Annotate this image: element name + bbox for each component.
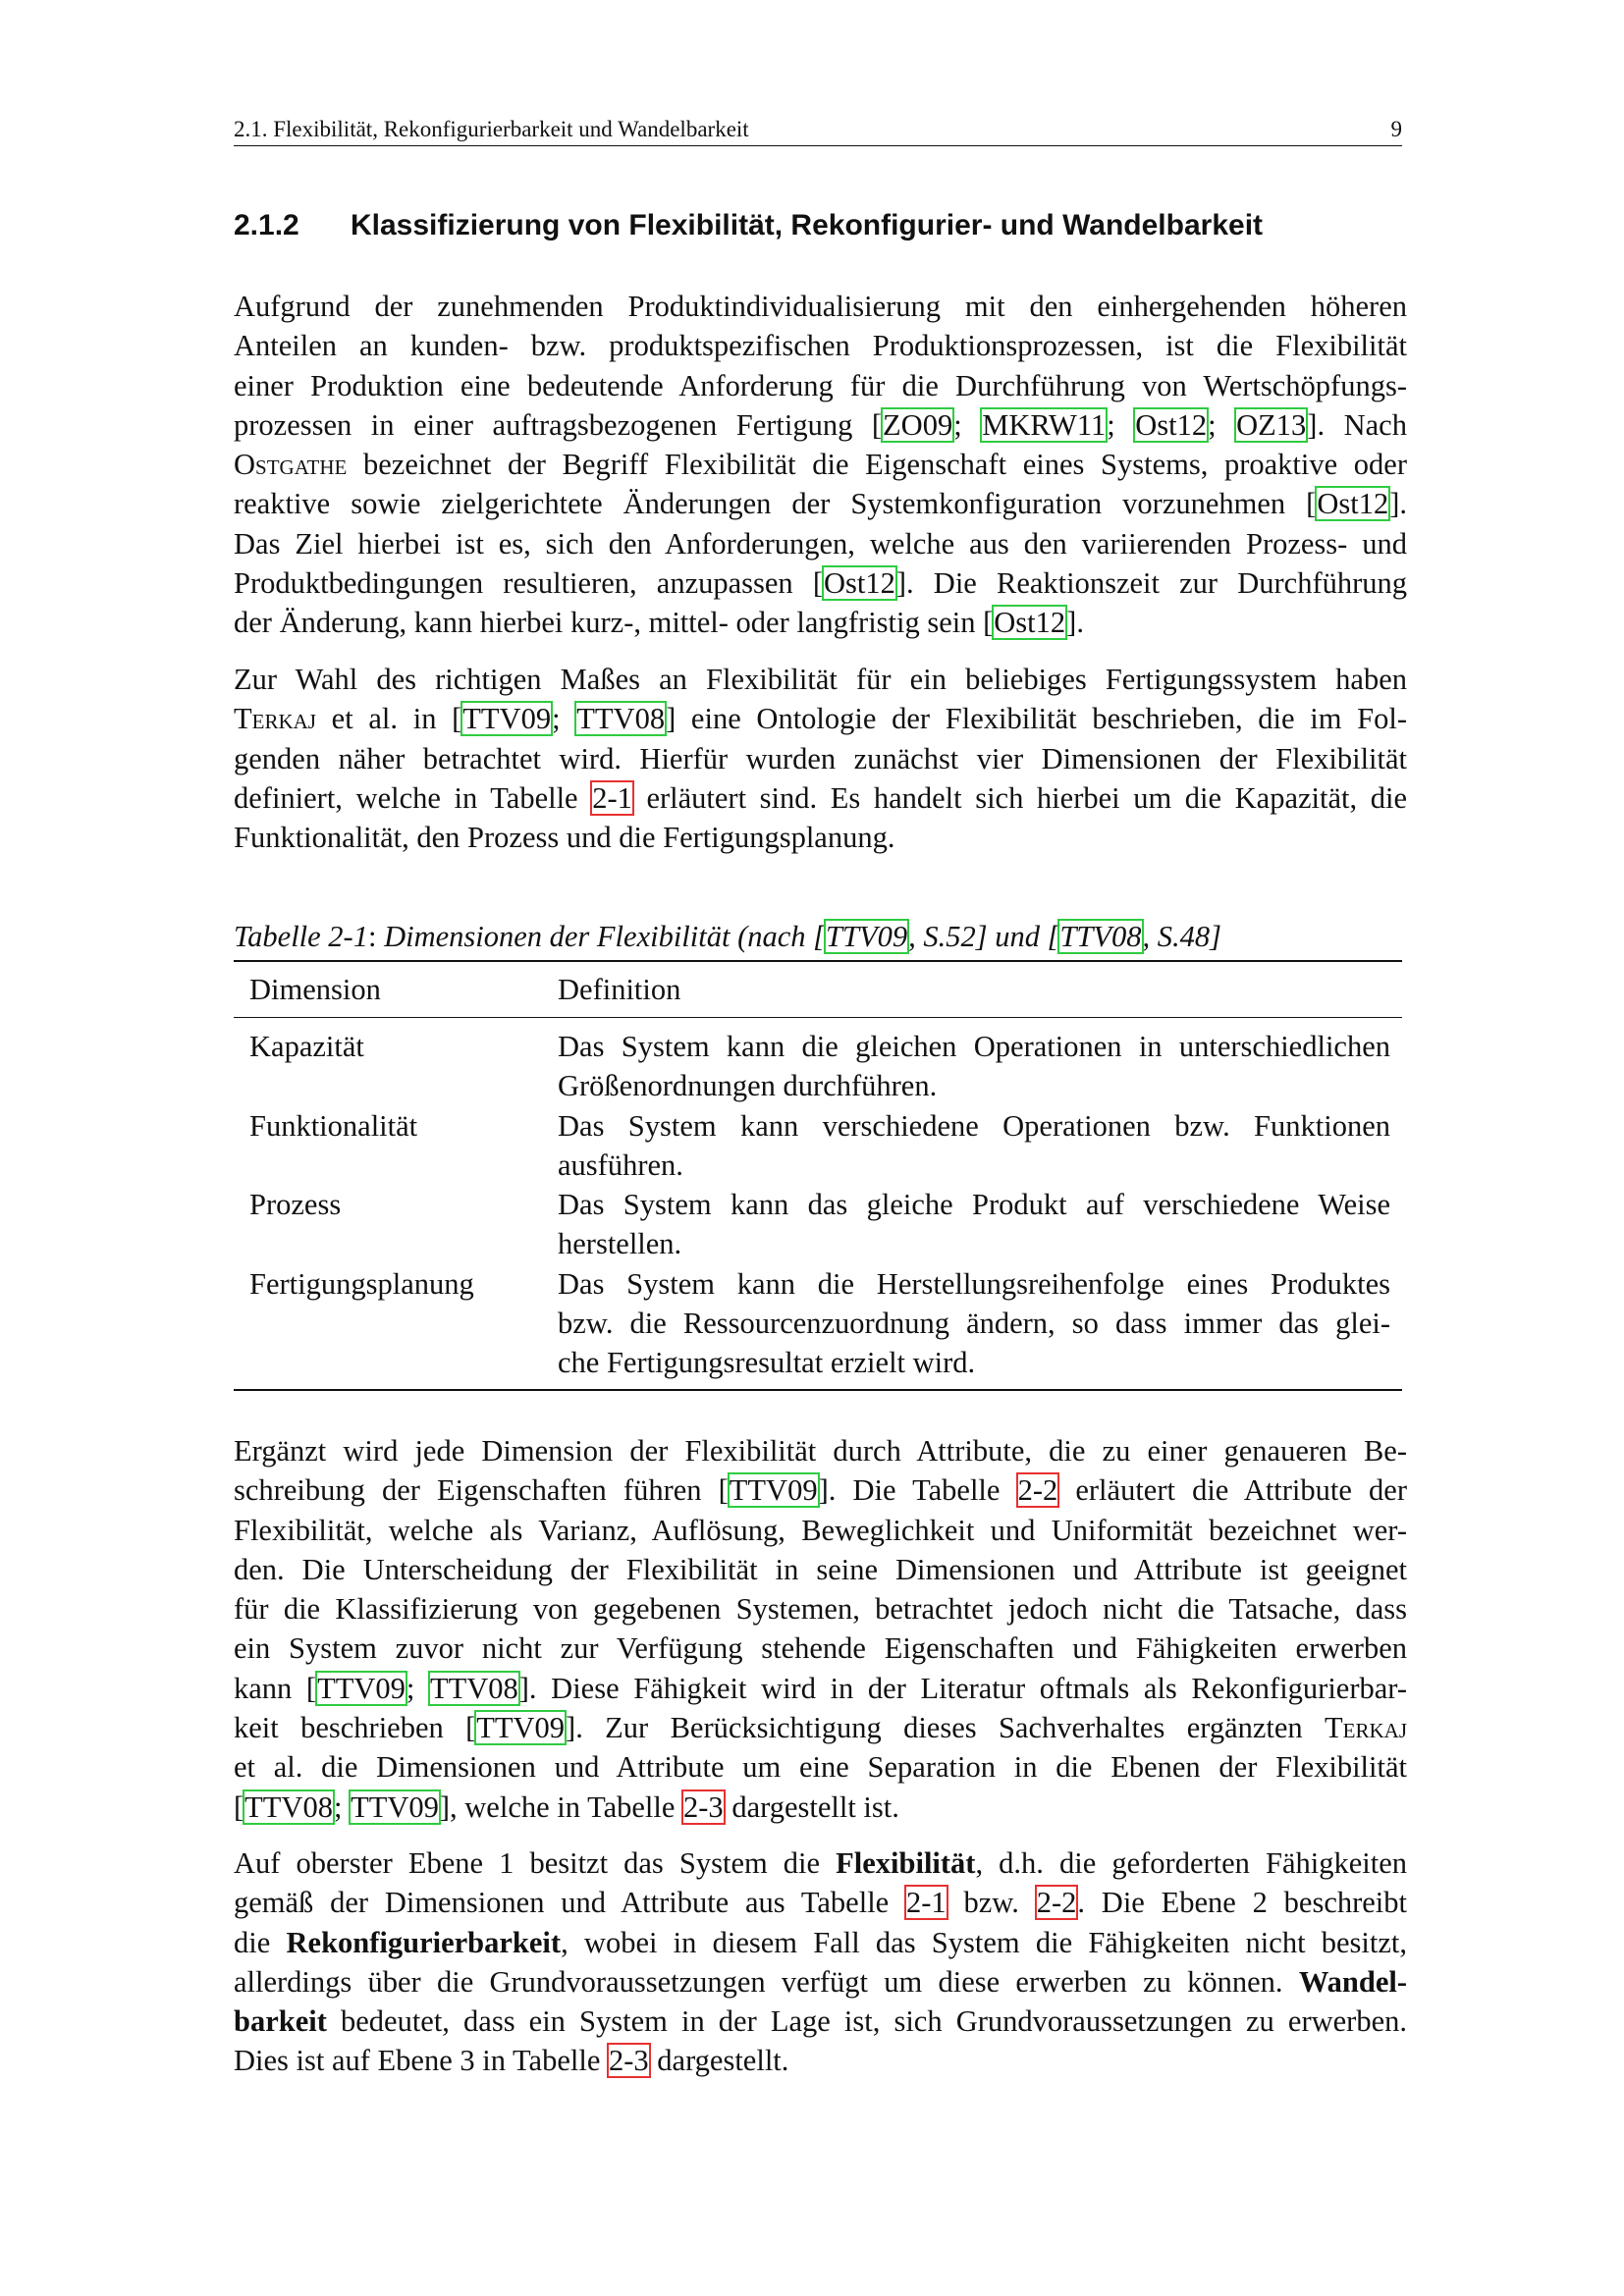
table-header bbox=[234, 962, 1402, 1018]
text-line: Funktionalität, den Prozess und die Fertigungsplanung. bbox=[234, 821, 895, 855]
citation-link[interactable]: TTV09 bbox=[317, 1671, 406, 1705]
text-line: genden näher betrachtet wird. Hierfür wurden zunächst vier Dimensionen der Flexibilität bbox=[234, 741, 1407, 775]
table-link[interactable]: 2-2 bbox=[1036, 1886, 1077, 1920]
text-line: keit beschrieben [TTV09]. Zur Berücksichtigung dieses Sachverhaltes ergänzten Terkaj bbox=[234, 1711, 1407, 1745]
citation-link[interactable]: TTV09 bbox=[351, 1789, 439, 1824]
text-line: definiert, welche in Tabelle 2-1 erläutert sind. Es handelt sich hierbei um die Kapazität, die bbox=[234, 780, 1407, 815]
citation-link[interactable]: TTV09 bbox=[826, 920, 908, 953]
text-line: Ostgathe bezeichnet der Begriff Flexibilität die Eigenschaft eines Systems, proaktive oder bbox=[234, 448, 1407, 482]
citation-link[interactable]: TTV09 bbox=[476, 1711, 566, 1745]
citation-link[interactable]: TTV08 bbox=[1059, 920, 1142, 953]
text-line: der Änderung, kann hierbei kurz-, mittel- oder langfristig sein [Ost12]. bbox=[234, 606, 1084, 640]
term-wandelbarkeit: Wandel- bbox=[1298, 1964, 1407, 1999]
citation-link[interactable]: Ost12 bbox=[1135, 407, 1208, 442]
dimension-cell: Fertigungsplanung bbox=[249, 1266, 474, 1301]
text-line: [TTV08; TTV09], welche in Tabelle 2-3 dargestellt ist. bbox=[234, 1789, 899, 1824]
citation-link[interactable]: Ost12 bbox=[994, 606, 1066, 640]
definition-cell: Das System kann die Herstellungsreihenfolge eines Produktes bzw. die Ressourcenzuordnung ändern, so dass immer das glei- che Fertigungsresultat erzielt wird. bbox=[558, 1266, 1390, 1380]
author-name: Terkaj bbox=[234, 702, 316, 736]
paragraph-1 bbox=[234, 287, 1407, 643]
dimension-cell: Prozess bbox=[249, 1188, 342, 1222]
paragraph-4 bbox=[234, 1843, 1407, 2081]
running-header bbox=[234, 110, 1402, 146]
table-link[interactable]: 2-3 bbox=[608, 2044, 649, 2078]
definition-cell: Das System kann das gleiche Produkt auf verschiedene Weise herstellen. bbox=[558, 1188, 1390, 1261]
citation-link[interactable]: TTV09 bbox=[462, 702, 552, 736]
dimension-cell: Kapazität bbox=[249, 1030, 364, 1063]
text-line: schreibung der Eigenschaften führen [TTV09]. Die Tabelle 2-2 erläutert die Attribute der bbox=[234, 1473, 1407, 1508]
table-link[interactable]: 2-1 bbox=[592, 780, 632, 815]
text-line: Terkaj et al. in [TTV09; TTV08] eine Ontologie der Flexibilität beschrieben, die im Fol- bbox=[234, 702, 1407, 736]
table-row bbox=[234, 1264, 1402, 1383]
text-line: et al. die Dimensionen und Attribute um eine Separation in die Ebenen der Flexibilität bbox=[234, 1750, 1407, 1785]
text-line: prozessen in einer auftragsbezogenen Fertigung [ZO09; MKRW11; Ost12; OZ13]. Nach bbox=[234, 407, 1407, 442]
text-line: Anteilen an kunden- bzw. produktspezifischen Produktionsprozessen, ist die Flexibilität bbox=[234, 329, 1407, 363]
table-caption: Tabelle 2-1: Dimensionen der Flexibilität (nach [TTV09, S.52] und [TTV08, S.48] bbox=[234, 920, 1222, 953]
text-line: Zur Wahl des richtigen Maßes an Flexibilität für ein beliebiges Fertigungssystem haben bbox=[234, 663, 1407, 696]
citation-link[interactable]: MKRW11 bbox=[982, 407, 1107, 442]
text-line: barkeit bedeutet, dass ein System in der Lage ist, sich Grundvoraussetzungen zu erwerben. bbox=[234, 2004, 1407, 2039]
definition-cell: Das System kann verschiedene Operationen bzw. Funktionen ausführen. bbox=[558, 1108, 1390, 1182]
text-line: die Rekonfigurierbarkeit, wobei in diesem Fall das System die Fähigkeiten nicht besitzt, bbox=[234, 1925, 1408, 1959]
text-line: für die Klassifizierung von gegebenen Systemen, betrachtet jedoch nicht die Tatsache, dass bbox=[234, 1592, 1407, 1627]
term-rekonfigurierbarkeit: Rekonfigurierbarkeit bbox=[286, 1925, 562, 1959]
text-line: den. Die Unterscheidung der Flexibilität in seine Dimensionen und Attribute ist geeignet bbox=[234, 1552, 1407, 1586]
text-line: Flexibilität, welche als Varianz, Auflösung, Beweglichkeit und Uniformität bezeichnet wer- bbox=[234, 1513, 1407, 1547]
text-line: Ergänzt wird jede Dimension der Flexibilität durch Attribute, die zu einer genaueren Be- bbox=[234, 1434, 1407, 1468]
text-line: Produktbedingungen resultieren, anzupassen [Ost12]. Die Reaktionszeit zur Durchführung bbox=[234, 566, 1408, 601]
running-header-title: 2.1. Flexibilität, Rekonfigurierbarkeit und Wandelbarkeit bbox=[234, 117, 749, 141]
citation-link[interactable]: TTV09 bbox=[729, 1473, 818, 1508]
text-line: ein System zuvor nicht zur Verfügung stehende Eigenschaften und Fähigkeiten erwerben bbox=[234, 1631, 1407, 1666]
table-link[interactable]: 2-2 bbox=[1017, 1473, 1058, 1508]
paragraph-2 bbox=[234, 660, 1407, 857]
table-row bbox=[234, 1027, 1402, 1106]
section-number: 2.1.2 bbox=[234, 209, 299, 241]
text-line: gemäß der Dimensionen und Attribute aus Tabelle 2-1 bzw. 2-2. Die Ebene 2 beschreibt bbox=[234, 1886, 1407, 1920]
page-number: 9 bbox=[1390, 117, 1402, 141]
citation-link[interactable]: OZ13 bbox=[1236, 407, 1307, 442]
text-line: kann [TTV09; TTV08]. Diese Fähigkeit wird in der Literatur oftmals als Rekonfigurierbar- bbox=[234, 1671, 1407, 1705]
section-heading bbox=[234, 206, 1402, 245]
column-header-definition: Definition bbox=[558, 973, 681, 1006]
table-body bbox=[234, 1018, 1402, 1389]
section-title: Klassifizierung von Flexibilität, Rekonfigurier- und Wandelbarkeit bbox=[351, 209, 1264, 241]
citation-link[interactable]: TTV08 bbox=[576, 702, 666, 736]
dimensions-table bbox=[234, 960, 1402, 1391]
term-wandelbarkeit: barkeit bbox=[234, 2004, 327, 2039]
text-line: reaktive sowie zielgerichtete Änderungen der Systemkonfiguration vorzunehmen [Ost12]. bbox=[234, 487, 1407, 521]
citation-link[interactable]: TTV08 bbox=[244, 1789, 333, 1824]
citation-link[interactable]: Ost12 bbox=[1317, 487, 1389, 521]
text-line: Das Ziel hierbei ist es, sich den Anforderungen, welche aus den variierenden Prozess- und bbox=[234, 526, 1407, 561]
text-line: einer Produktion eine bedeutende Anforderung für die Durchführung von Wertschöpfungs- bbox=[234, 368, 1407, 402]
citation-link[interactable]: Ost12 bbox=[823, 566, 895, 601]
table-link[interactable]: 2-3 bbox=[683, 1789, 724, 1824]
definition-cell: Das System kann die gleichen Operationen in unterschiedlichen Größenordnungen durchführen. bbox=[558, 1030, 1390, 1103]
author-name: Terkaj bbox=[1325, 1711, 1407, 1745]
table-link[interactable]: 2-1 bbox=[906, 1886, 947, 1920]
table-row bbox=[234, 1185, 1402, 1264]
citation-link[interactable]: TTV08 bbox=[429, 1671, 518, 1705]
term-flexibilitaet: Flexibilität bbox=[836, 1846, 976, 1880]
citation-link[interactable]: ZO09 bbox=[883, 407, 953, 442]
paragraph-3 bbox=[234, 1431, 1407, 1827]
text-line: Dies ist auf Ebene 3 in Tabelle 2-3 dargestellt. bbox=[234, 2044, 789, 2078]
text-line: Auf oberster Ebene 1 besitzt das System die Flexibilität, d.h. die geforderten Fähigkeiten bbox=[234, 1846, 1407, 1880]
table-row bbox=[234, 1106, 1402, 1186]
author-name: Ostgathe bbox=[234, 448, 348, 482]
column-header-dimension: Dimension bbox=[249, 973, 381, 1006]
dimension-cell: Funktionalität bbox=[249, 1108, 418, 1143]
text-line: Aufgrund der zunehmenden Produktindividualisierung mit den einhergehenden höheren bbox=[234, 290, 1407, 323]
text-line: allerdings über die Grundvoraussetzungen verfügt um diese erwerben zu können. Wandel- bbox=[234, 1964, 1407, 1999]
